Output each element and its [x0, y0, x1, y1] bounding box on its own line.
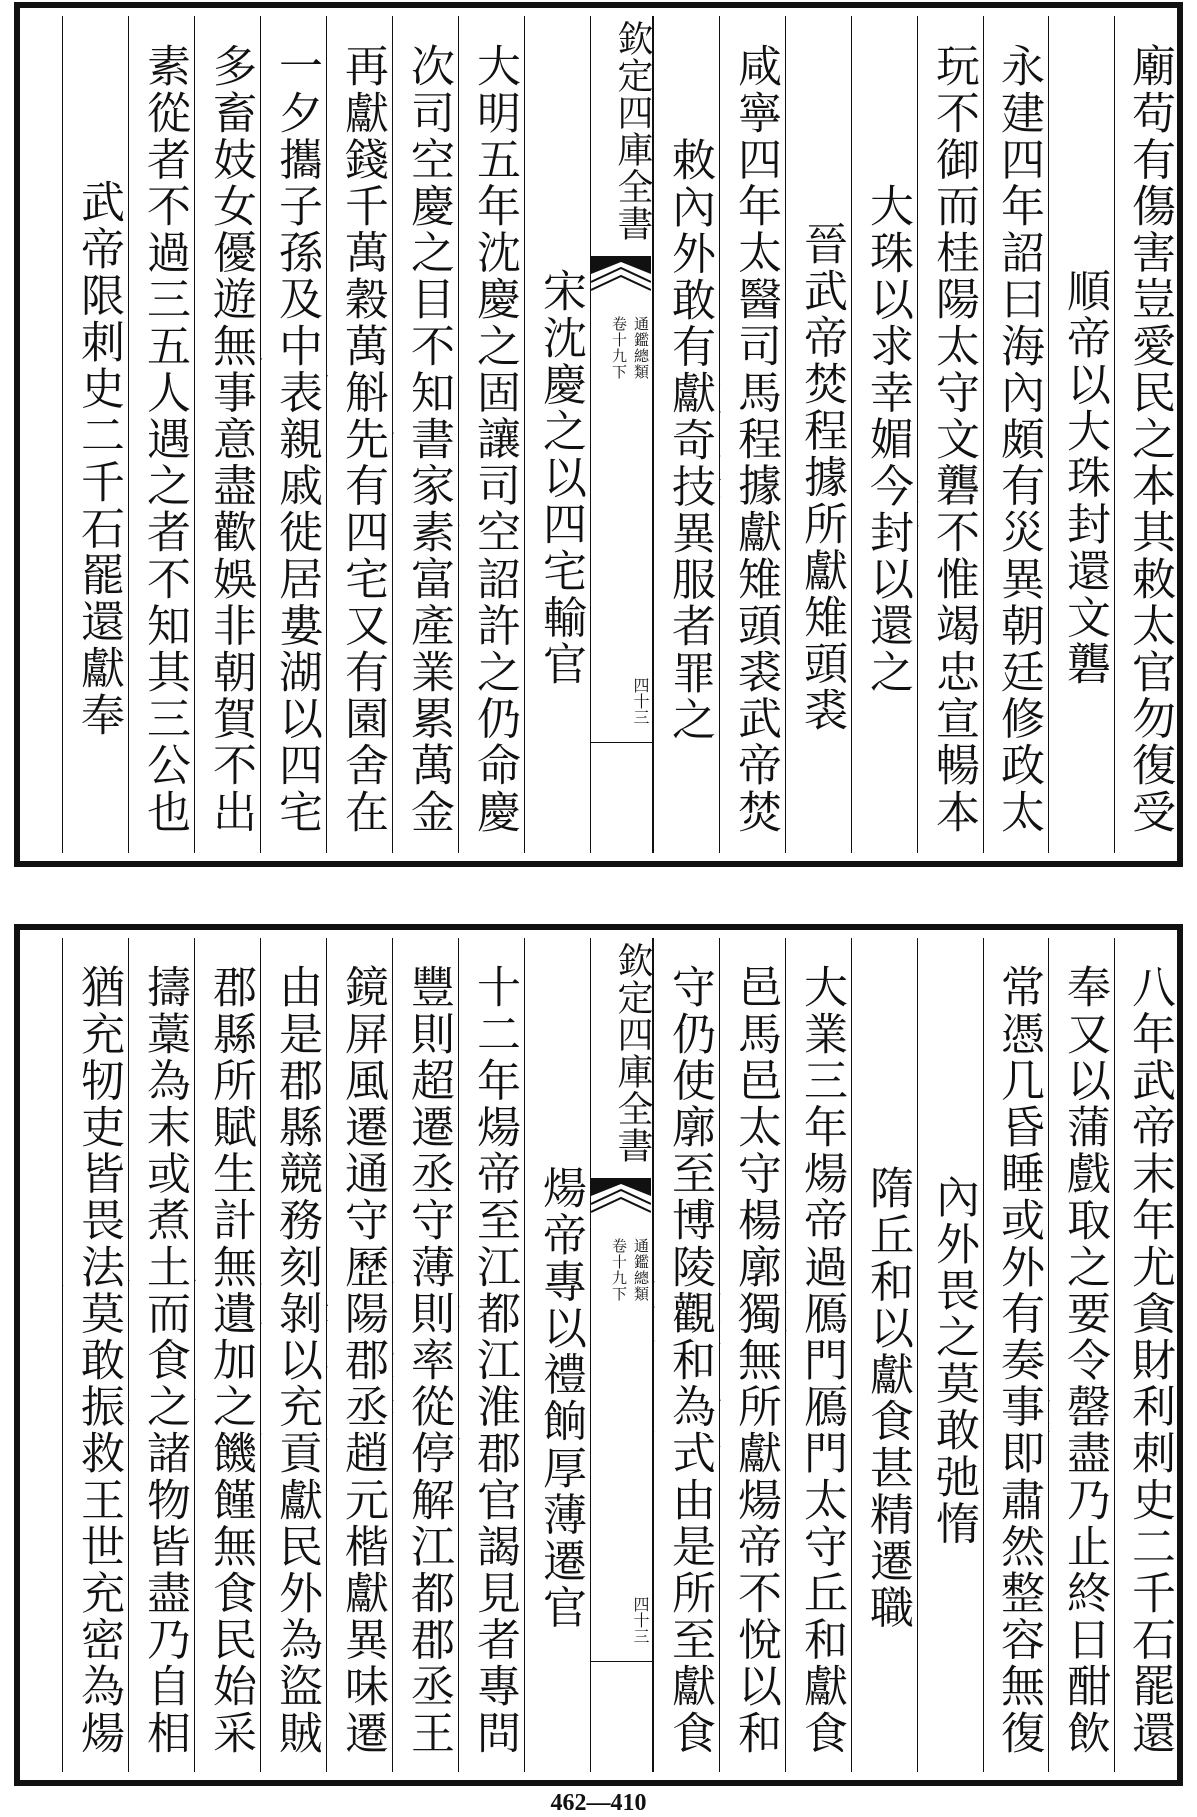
column-text: 邑馬邑太守楊廓獨無所獻煬帝不悅以和 — [730, 963, 781, 1757]
text-column — [785, 938, 851, 1772]
text-column — [194, 938, 260, 1772]
text-column — [983, 938, 1048, 1772]
column-text: 豐則超遷丞守薄則率從停解江都郡丞王 — [403, 963, 454, 1757]
column-text: 晉武帝焚程據所獻雉頭裘 — [796, 221, 847, 734]
center-fold — [590, 16, 653, 853]
fish-tail-ornament — [591, 1178, 651, 1224]
text-column — [194, 16, 260, 853]
top-page — [14, 2, 1183, 867]
text-column — [851, 16, 917, 853]
column-text: 鏡屏風遷通守歷陽郡丞趙元楷獻異味遷 — [337, 963, 388, 1757]
fold-subtitle — [591, 1238, 652, 1302]
text-column — [917, 938, 983, 1772]
column-text: 永建四年詔曰海內頗有災異朝廷修政太 — [993, 43, 1044, 836]
column-text: 多畜妓女優遊無事意盡歡娛非朝賀不出 — [205, 43, 256, 836]
column-text: 郡縣所賦生計無遺加之饑饉無食民始采 — [205, 963, 256, 1757]
column-text: 猶充牣吏皆畏法莫敢振救王世充密為煬 — [73, 963, 124, 1757]
fold-rule — [591, 742, 652, 744]
fold-book-title: 通鑑總類 — [632, 316, 650, 380]
column-text: 素從者不過三五人遇之者不知其三公也 — [139, 43, 190, 836]
column-text: 大珠以求幸媚今封以還之 — [862, 183, 913, 696]
text-column — [62, 938, 128, 1772]
fold-leaf-number: 四十三 — [631, 677, 650, 725]
column-text: 武帝限刺史二千石罷還獻奉 — [73, 178, 124, 739]
text-column — [128, 938, 194, 1772]
column-text: 擣藁為末或煮土而食之諸物皆盡乃自相 — [139, 963, 190, 1757]
fold-title: 欽定四庫全書 — [612, 942, 653, 1164]
text-column — [653, 938, 719, 1772]
column-text: 八年武帝末年尤貪財利刺史二千石罷還 — [1124, 963, 1175, 1757]
text-column — [1114, 16, 1179, 853]
text-column — [260, 938, 326, 1772]
column-text: 大明五年沈慶之固讓司空詔許之仍命慶 — [469, 43, 520, 836]
text-column — [458, 938, 524, 1772]
column-text: 敕內外敢有獻奇技異服者罪之 — [664, 136, 715, 743]
fold-title: 欽定四庫全書 — [612, 20, 653, 242]
text-column — [326, 16, 392, 853]
text-column — [983, 16, 1048, 853]
column-text: 隋丘和以獻食甚精遷職 — [862, 1165, 913, 1631]
column-text: 順帝以大珠封還文礱 — [1059, 267, 1110, 688]
fold-volume: 卷十九下 — [610, 1238, 628, 1302]
text-column — [1048, 16, 1114, 853]
text-column — [719, 938, 785, 1772]
column-text: 常憑几昏睡或外有奏事即肅然整容無復 — [993, 963, 1044, 1757]
column-text: 咸寧四年太醫司馬程據獻雉頭裘武帝焚 — [730, 43, 781, 836]
center-fold — [590, 938, 653, 1772]
column-text: 宋沈慶之以四宅輸官 — [535, 267, 586, 688]
fold-subtitle — [591, 316, 652, 380]
text-column — [1114, 938, 1179, 1772]
text-column — [524, 938, 590, 1772]
column-text: 奉又以蒲戲取之要令罄盡乃止終日酣飲 — [1059, 963, 1110, 1757]
text-column — [260, 16, 326, 853]
column-text: 內外畏之莫敢弛惰 — [928, 1173, 979, 1547]
fold-leaf-number: 四十三 — [631, 1596, 650, 1644]
text-column — [719, 16, 785, 853]
column-text: 十二年煬帝至江都江淮郡官謁見者專問 — [469, 963, 520, 1757]
column-text: 廟苟有傷害豈愛民之本其敕太官勿復受 — [1124, 43, 1175, 836]
text-column — [851, 938, 917, 1772]
column-text: 再獻錢千萬穀萬斛先有四宅又有園舍在 — [337, 43, 388, 836]
fish-tail-ornament — [591, 256, 651, 302]
column-text: 一夕攜子孫及中表親戚徙居婁湖以四宅 — [271, 43, 322, 836]
fold-volume: 卷十九下 — [610, 316, 628, 380]
text-column — [785, 16, 851, 853]
column-text: 大業三年煬帝過鴈門鴈門太守丘和獻食 — [796, 963, 847, 1757]
column-text: 煬帝專以禮餉厚薄遷官 — [535, 1165, 586, 1631]
page-number: 462—410 — [550, 1790, 647, 1816]
text-column — [392, 16, 458, 853]
bottom-page-columns — [28, 938, 1175, 1772]
text-column — [62, 16, 128, 853]
fold-rule — [591, 1661, 652, 1663]
text-column — [326, 938, 392, 1772]
bottom-page — [14, 924, 1183, 1786]
text-column — [392, 938, 458, 1772]
text-column — [128, 16, 194, 853]
column-text: 由是郡縣競務刻剝以充貢獻民外為盜賊 — [271, 963, 322, 1757]
text-column — [917, 16, 983, 853]
text-column — [524, 16, 590, 853]
text-column — [653, 16, 719, 853]
top-page-columns — [28, 16, 1175, 853]
column-text: 守仍使廓至博陵觀和為式由是所至獻食 — [664, 963, 715, 1757]
text-column — [458, 16, 524, 853]
fold-book-title: 通鑑總類 — [632, 1238, 650, 1302]
column-text: 玩不御而桂陽太守文礱不惟竭忠宣暢本 — [928, 43, 979, 836]
text-column — [1048, 938, 1114, 1772]
column-text: 次司空慶之目不知書家素富產業累萬金 — [403, 43, 454, 836]
